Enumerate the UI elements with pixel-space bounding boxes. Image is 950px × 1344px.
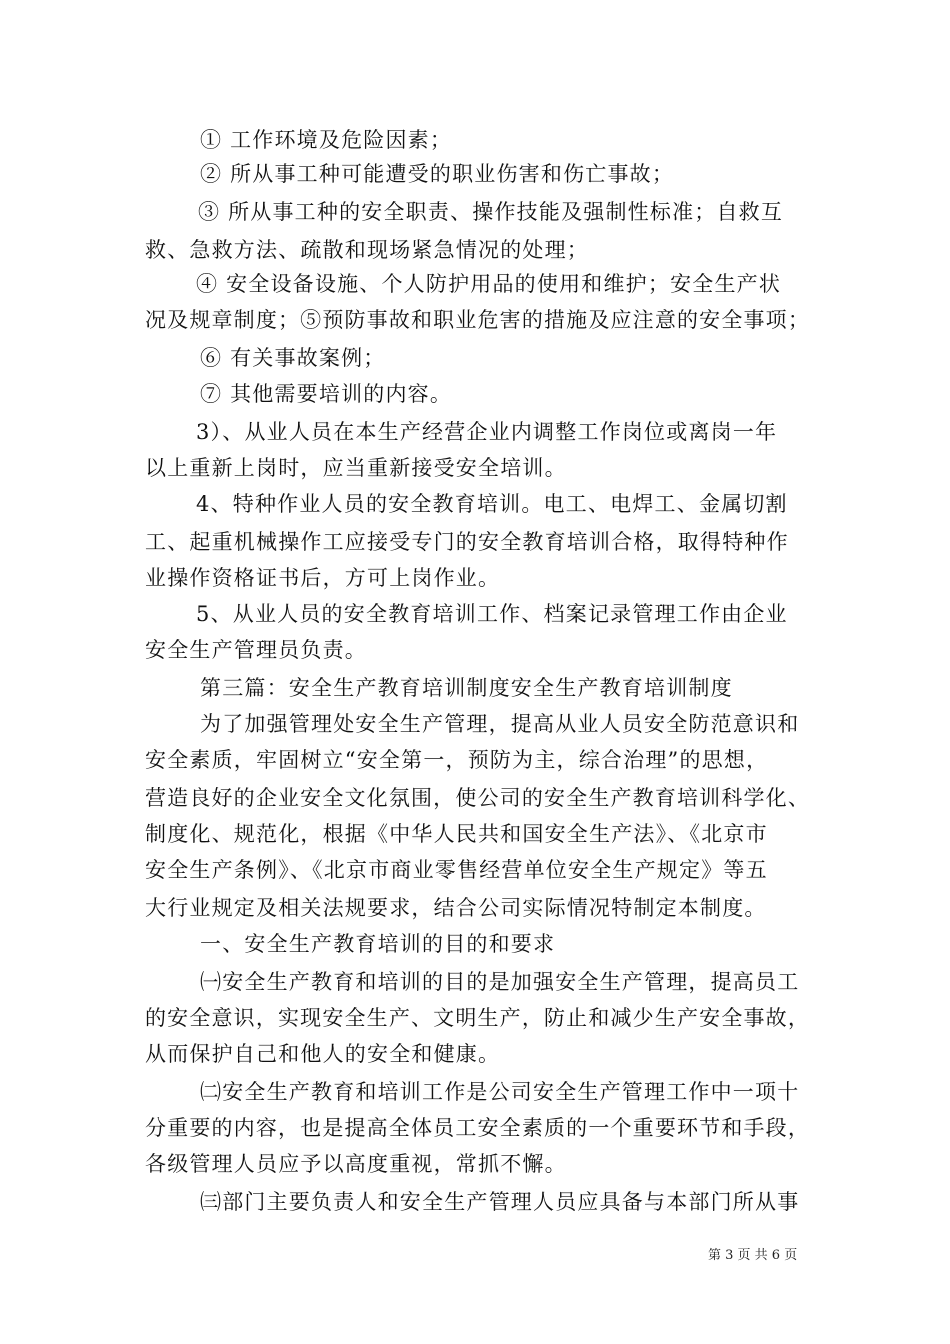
text-line: ④ 安全设备设施、个人防护用品的使用和维护；安全生产状 <box>196 272 782 296</box>
text-line: 4、特种作业人员的安全教育培训。电工、电焊工、金属切割 <box>196 492 788 516</box>
text-line: 救、急救方法、疏散和现场紧急情况的处理； <box>145 238 589 262</box>
text-line: 安全生产条例》、《北京市商业零售经营单位安全生产规定》等五 <box>145 858 768 882</box>
text-line: ㈠安全生产教育和培训的目的是加强安全生产管理，提高员工 <box>200 970 800 994</box>
text-line: 工、起重机械操作工应接受专门的安全教育培训合格，取得特种作 <box>145 530 789 554</box>
text-line: 以上重新上岗时，应当重新接受安全培训。 <box>145 456 567 480</box>
text-line: 各级管理人员应予以高度重视，常抓不懈。 <box>145 1152 567 1176</box>
text-line: 从而保护自己和他人的安全和健康。 <box>145 1042 501 1066</box>
text-line: 制度化、规范化，根据《中华人民共和国安全生产法》、《北京市 <box>145 822 768 846</box>
text-line: ③ 所从事工种的安全职责、操作技能及强制性标准；自救互 <box>198 200 784 224</box>
text-line: 业操作资格证书后，方可上岗作业。 <box>145 566 501 590</box>
text-line: ① 工作环境及危险因素； <box>200 128 453 152</box>
text-line: 3）、从业人员在本生产经营企业内调整工作岗位或离岗一年 <box>196 420 778 444</box>
text-line: 为了加强管理处安全生产管理，提高从业人员安全防范意识和 <box>200 712 800 736</box>
text-line: ② 所从事工种可能遭受的职业伤害和伤亡事故； <box>200 162 675 186</box>
text-line: 5、从业人员的安全教育培训工作、档案记录管理工作由企业 <box>196 602 788 626</box>
text-line: 安全素质，牢固树立“安全第一，预防为主，综合治理”的思想， <box>145 748 769 772</box>
text-line: 况及规章制度；⑤预防事故和职业危害的措施及应注意的安全事项； <box>145 308 810 332</box>
text-line: ㈡安全生产教育和培训工作是公司安全生产管理工作中一项十 <box>200 1080 800 1104</box>
text-line: ⑦ 其他需要培训的内容。 <box>200 382 453 406</box>
text-line: 大行业规定及相关法规要求，结合公司实际情况特制定本制度。 <box>145 896 767 920</box>
text-line: 营造良好的企业安全文化氛围，使公司的安全生产教育培训科学化、 <box>145 786 810 810</box>
text-line: 分重要的内容，也是提高全体员工安全素质的一个重要环节和手段， <box>145 1116 810 1140</box>
section-heading: 第三篇：安全生产教育培训制度安全生产教育培训制度 <box>200 676 733 700</box>
page-number: 第 3 页 共 6 页 <box>708 1248 798 1263</box>
text-line: 安全生产管理员负责。 <box>145 638 367 662</box>
text-line: ⑥ 有关事故案例； <box>200 346 386 370</box>
text-line: 的安全意识，实现安全生产、文明生产，防止和减少生产安全事故， <box>145 1006 810 1030</box>
subsection-heading: 一、安全生产教育培训的目的和要求 <box>200 932 556 956</box>
text-line: ㈢部门主要负责人和安全生产管理人员应具备与本部门所从事 <box>200 1190 800 1214</box>
